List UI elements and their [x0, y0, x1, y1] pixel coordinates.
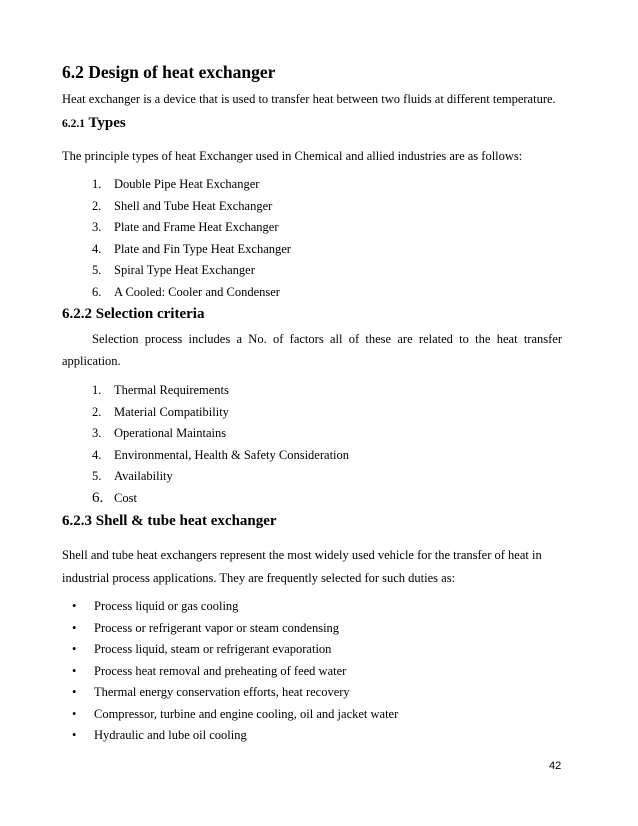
types-list-item: 6. A Cooled: Cooler and Condenser [92, 285, 280, 299]
shell-tube-bullet-item: • Process liquid or gas cooling [72, 599, 239, 613]
types-list-item: 4. Plate and Fin Type Heat Exchanger [92, 242, 291, 256]
types-list-item: 2. Shell and Tube Heat Exchanger [92, 199, 273, 213]
shell-tube-bullet-item: • Hydraulic and lube oil cooling [72, 728, 247, 742]
shell-tube-bullet-item: • Compressor, turbine and engine cooling, oil and jacket water [72, 707, 399, 721]
shell-tube-paragraph-line2: industrial process applications. They are frequently selected for such duties as: [62, 571, 456, 585]
subsection-heading-types [62, 115, 126, 132]
section-6-2-intro: Heat exchanger is a device that is used to transfer heat between two fluids at different temperature. [62, 92, 556, 106]
selection-list-item: 2. Material Compatibility [92, 405, 229, 419]
types-list-item: 3. Plate and Frame Heat Exchanger [92, 220, 279, 234]
page-number: 42 [549, 760, 562, 772]
shell-tube-bullet-item: • Process liquid, steam or refrigerant evaporation [72, 642, 332, 656]
types-intro: The principle types of heat Exchanger used in Chemical and allied industries are as follows: [62, 149, 523, 163]
types-number: 6.2.1 [62, 118, 85, 130]
selection-paragraph-line1: Selection process includes a No. of factors all of these are related to the heat transfer [92, 332, 562, 346]
subsection-heading-selection: 6.2.2 Selection criteria [62, 306, 205, 322]
shell-tube-bullet-item: • Thermal energy conservation efforts, heat recovery [72, 685, 350, 699]
shell-tube-bullet-item: • Process or refrigerant vapor or steam condensing [72, 621, 340, 635]
subsection-heading-shell-tube: 6.2.3 Shell & tube heat exchanger [62, 513, 277, 529]
selection-list-item: 6. Cost [92, 490, 137, 506]
shell-tube-paragraph-line1: Shell and tube heat exchangers represent the most widely used vehicle for the transfer of heat in [62, 548, 542, 562]
section-heading-6-2: 6.2 Design of heat exchanger [62, 62, 276, 82]
types-list-item: 5. Spiral Type Heat Exchanger [92, 263, 255, 277]
types-list-item: 1. Double Pipe Heat Exchanger [92, 177, 260, 191]
selection-paragraph-line2: application. [62, 354, 121, 368]
selection-list-item: 3. Operational Maintains [92, 426, 227, 440]
selection-list-item: 4. Environmental, Health & Safety Consideration [92, 448, 350, 462]
selection-list-item: 5. Availability [92, 469, 173, 483]
selection-list-item: 1. Thermal Requirements [92, 383, 229, 397]
shell-tube-bullet-item: • Process heat removal and preheating of feed water [72, 664, 347, 678]
types-title: Types [88, 115, 126, 131]
